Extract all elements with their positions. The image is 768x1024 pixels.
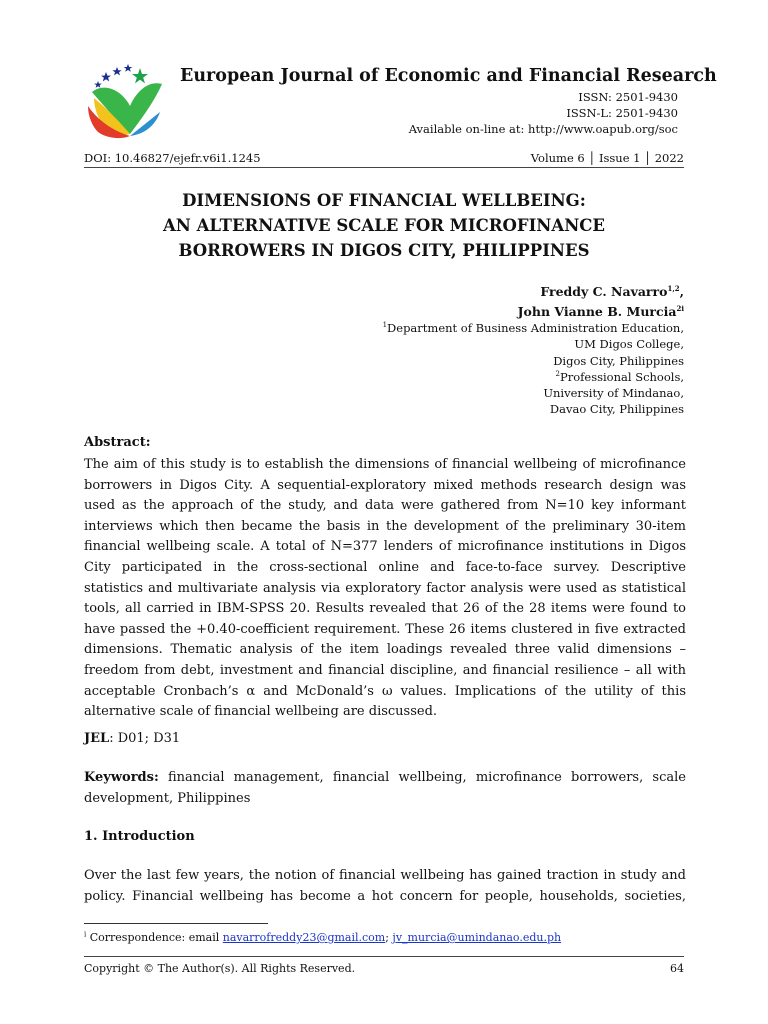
footer-divider — [84, 956, 684, 957]
issn-l: ISSN-L: 2501-9430 — [566, 106, 678, 120]
abstract-line: borrowers in Digos City. A sequential-exploratory mixed methods research design was — [84, 477, 686, 493]
abstract-line: City participated in the cross-sectional online and face-to-face survey. Descriptive — [84, 559, 686, 575]
affiliation-line: University of Mindanao, — [543, 386, 684, 401]
keywords — [84, 768, 686, 809]
abstract-line: dimensions. Thematic analysis of the item loadings revealed three valid dimensions – — [84, 642, 686, 658]
introduction-body — [84, 866, 686, 907]
affiliations — [383, 320, 684, 418]
abstract-line: interviews which then became the basis in the development of the preliminary 30-item — [84, 518, 686, 534]
online-availability: Available on-line at: http://www.oapub.org/soc — [408, 122, 678, 136]
affiliation-line: $^2$Professional Schools, — [555, 369, 684, 384]
header-divider — [84, 167, 684, 168]
abstract-line: freedom from debt, investment and financial discipline, and financial resilience – all with — [84, 662, 686, 678]
page-number: 64 — [670, 962, 684, 975]
affiliation-line: UM Digos College, — [574, 337, 684, 352]
journal-logo — [84, 62, 164, 140]
author: John Vianne B. Murcia$^{2i}$ — [517, 303, 684, 319]
journal-title: European Journal of Economic and Financial Research — [180, 66, 717, 86]
abstract-line: The aim of this study is to establish the dimensions of financial wellbeing of microfinance — [84, 457, 686, 472]
stars-icon — [94, 64, 132, 88]
abstract-line: tools, all carried in IBM-SPSS 20. Results revealed that 26 of the 28 items were found to — [84, 601, 686, 617]
abstract-heading: Abstract: — [84, 435, 151, 450]
volume-issue: Volume 6 │ Issue 1 │ 2022 — [530, 151, 684, 165]
doi: DOI: 10.46827/ejefr.v6i1.1245 — [84, 151, 261, 165]
keywords-line: Keywords: financial management, financial wellbeing, microfinance borrowers, scale — [84, 770, 686, 785]
footnote-divider — [84, 923, 268, 924]
author: Freddy C. Navarro$^{1,2}$, — [540, 283, 684, 299]
title-line: DIMENSIONS OF FINANCIAL WELLBEING: — [182, 191, 586, 210]
jel-codes: JEL: D01; D31 — [84, 731, 181, 746]
authors — [518, 282, 684, 322]
affiliation-line: Davao City, Philippines — [549, 402, 684, 417]
title-line: BORROWERS IN DIGOS CITY, PHILIPPINES — [178, 241, 590, 260]
intro-line: Over the last few years, the notion of financial wellbeing has gained traction in study and — [84, 868, 686, 883]
section-heading-introduction: 1. Introduction — [84, 829, 195, 844]
abstract-line: alternative scale of financial wellbeing are discussed. — [84, 704, 438, 720]
keywords-line: development, Philippines — [84, 790, 251, 806]
abstract-line: statistics and multivariate analysis via exploratory factor analysis were used as statistical — [84, 580, 686, 596]
affiliation-line: $^1$Department of Business Administration Education, — [382, 321, 684, 335]
abstract-line: used as the approach of the study, and data were gathered from N=10 key informant — [84, 498, 686, 514]
green-star-icon — [132, 68, 148, 83]
abstract-line: have passed the +0.40-coefficient requirement. These 26 items clustered in five extracted — [84, 621, 686, 637]
email-link-navarro[interactable]: navarrofreddy23@gmail.com — [222, 931, 386, 944]
affiliation-line: Digos City, Philippines — [553, 353, 684, 368]
email-link-murcia[interactable]: jv_murcia@umindanao.edu.ph — [392, 931, 562, 944]
title-line: AN ALTERNATIVE SCALE FOR MICROFINANCE — [163, 216, 605, 235]
intro-line: policy. Financial wellbeing has become a hot concern for people, households, societies, — [84, 888, 686, 904]
paper-title — [84, 188, 684, 263]
correspondence-footnote: $^i$ Correspondence: email navarrofreddy23@gmail.com; jv_murcia@umindanao.edu.ph — [84, 930, 562, 944]
abstract-line: financial wellbeing scale. A total of N=377 lenders of microfinance institutions in Digos — [84, 539, 686, 555]
abstract-body — [84, 455, 686, 723]
copyright: Copyright © The Author(s). All Rights Reserved. — [84, 962, 356, 975]
abstract-line: acceptable Cronbach’s α and McDonald’s ω values. Implications of the utility of this — [84, 683, 686, 699]
issn: ISSN: 2501-9430 — [578, 90, 678, 104]
